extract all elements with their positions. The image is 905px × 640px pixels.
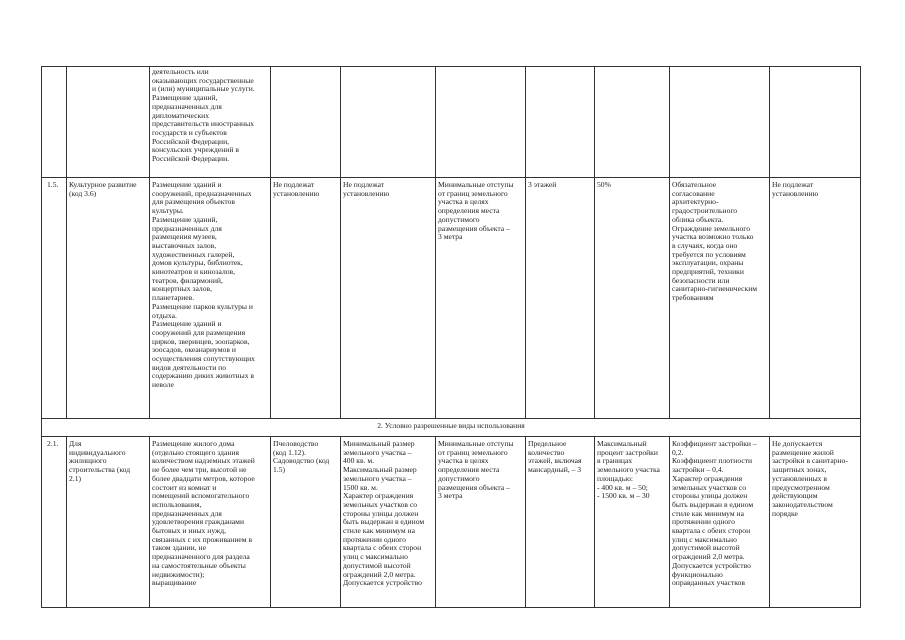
land-use-description-cell: Размещение зданий и сооружений, предназначенных для размещения объектов культуры. Размещение зданий, предназначенных для размещения музеев, выставочных залов, художественных галерей, домов культуры, библиотек, кинотеатров и кинозалов, театров, филармоний, концертных залов, планетариев. Размещение парков культуры и отдыха. Размещение зданий и сооружений для размещения цирков, зверинцев, зоопарков, зоосадов, океанариумов и осуществления сопутствующих видов деятельности по содержанию диких животных в неволе: [152, 181, 255, 390]
col-divider: [66, 66, 67, 418]
floors-cell: 3 этажей: [528, 181, 557, 189]
col-divider: [594, 66, 595, 418]
col-divider: [41, 66, 42, 418]
col-divider: [340, 66, 341, 418]
col-divider: [149, 66, 150, 418]
col-divider: [769, 436, 770, 607]
table-border-top: [41, 66, 861, 67]
row-number-cell: 2.1.: [47, 440, 59, 448]
col-divider: [860, 66, 861, 418]
auxiliary-use-cell: Пчеловодство (код 1.12). Садоводство (код 1.5): [273, 440, 330, 475]
col-divider: [41, 436, 42, 607]
other-params-cell: Коэффициент застройки – 0,2. Коэффициент плотности застройки – 0,4. Характер ограждения земельных участков со стороны улицы должен быть выдержан в едином стиле как минимум на протяжении одного квартала с обеих сторон улиц с максимально допустимой высотой ограждений 2,0 метра. Допускается устройство функционально оправданных участков: [672, 440, 757, 588]
row-number-cell: 1.5.: [47, 181, 59, 189]
col-divider: [525, 436, 526, 607]
land-use-description-cell: Размещение жилого дома (отдельно стоящего здания количеством надземных этажей не более чем три, высотой не более двадцати метров, которое состоит из комнат и помещений вспомогательного использования, предназначенных для удовлетворения гражданами бытовых и иных нужд, связанных с их проживанием в таком здании, не предназначенного для раздела на самостоятельные объекты недвижимости); выращивание: [152, 440, 255, 588]
continued-description-cell: деятельность или оказывающих государственные и (или) муниципальные услуги. Размещение зданий, предназначенных для дипломатических представительств иностранных государств и субъектов Российской Федерации, консульских учреждений в Российской Федерации.: [152, 68, 255, 164]
col-divider: [435, 436, 436, 607]
restrictions-cell: Не подлежат установлению: [772, 181, 819, 198]
col-divider: [860, 436, 861, 607]
section-header: 2. Условно разрешенные виды использования: [377, 422, 525, 430]
col-divider: [594, 436, 595, 607]
col-divider: [669, 436, 670, 607]
other-params-cell: Обязательное согласование архитектурно- градостроительного облика объекта. Ограждение земельного участка возможно только в случаях, когда оно требуется по условиям эксплуатации, охраны предприятий, техники безопасности или санитарно-гигиеническим требованиям: [672, 181, 758, 303]
land-use-name-cell: Для индивидуального жилищного строительства (код 2.1): [69, 440, 131, 483]
row-divider: [41, 177, 861, 178]
col-divider: [669, 66, 670, 418]
col-divider: [340, 436, 341, 607]
plot-size-cell: Не подлежат установлению: [343, 181, 390, 198]
built-up-percent-cell: 50%: [597, 181, 611, 189]
col-divider: [769, 66, 770, 418]
col-divider: [149, 436, 150, 607]
auxiliary-use-cell: Не подлежат установлению: [273, 181, 320, 198]
plot-size-cell: Минимальный размер земельного участка – 400 кв. м. Максимальный размер земельного участка – 1500 кв. м. Характер ограждения земельных участков со стороны улицы должен быть выдержан в едином стиле как минимум на протяжении одного квартала с обеих сторон улиц с максимально допустимой высотой ограждений 2,0 метра. Допускается устройство: [343, 440, 425, 588]
setback-cell: Минимальные отступы от границ земельного участка в целях определения места допустимого размещения объекта – 3 метра: [438, 181, 514, 242]
row-divider: [41, 436, 861, 437]
col-divider: [435, 66, 436, 418]
col-divider: [270, 66, 271, 418]
table-border-bottom: [41, 607, 861, 608]
built-up-percent-cell: Максимальный процент застройки в границах земельного участка площадью: - 400 кв. м – 50; - 1500 кв. м – 30: [597, 440, 660, 501]
col-divider: [270, 436, 271, 607]
col-divider: [66, 436, 67, 607]
floors-cell: Предельное количество этажей, включая мансардный, – 3: [528, 440, 582, 475]
restrictions-cell: Не допускается размещение жилой застройки в санитарно- защитных зонах, установленных в предусмотренном действующим законодательством порядке: [772, 440, 848, 518]
document-page: [41, 66, 861, 608]
row-divider: [41, 418, 861, 419]
col-divider: [525, 66, 526, 418]
land-use-name-cell: Культурное развитие (код 3.6): [69, 181, 137, 198]
setback-cell: Минимальные отступы от границ земельного участка в целях определения места допустимого размещения объекта – 3 метра: [438, 440, 514, 501]
